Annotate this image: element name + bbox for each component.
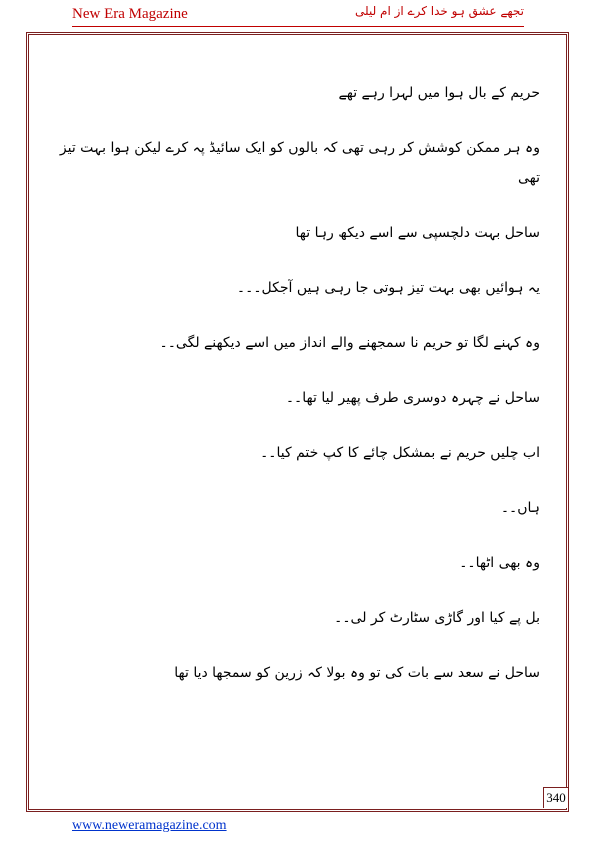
paragraph: ہاں۔۔ [500,500,540,516]
paragraph: وہ بھی اٹھا۔۔ [459,555,540,571]
paragraph: ساحل نے سعد سے بات کی تو وہ بولا کہ زرین کو سمجھا دیا تھا [174,665,540,681]
footer-website-link[interactable]: www.neweramagazine.com [72,818,227,833]
page-header [72,4,524,26]
paragraph: حریم کے بال ہوا میں لہرا رہے تھے [338,85,540,101]
paragraph: اب چلیں حریم نے بمشکل چائے کا کپ ختم کیا۔۔ [260,445,540,461]
paragraph: یہ ہوائیں بھی بہت تیز ہوتی جا رہی ہیں آجکل۔۔۔ [236,280,540,296]
paragraph: وہ ہر ممکن کوشش کر رہی تھی کہ بالوں کو ایک سائیڈ پہ کرے لیکن ہوا بہت تیز تھی [59,140,540,186]
page-number: 340 [543,787,568,808]
header-divider [72,26,524,27]
paragraph: ساحل نے چہرہ دوسری طرف پھیر لیا تھا۔۔ [285,390,540,406]
paragraph: بل پے کیا اور گاڑی سٹارٹ کر لی۔۔ [334,610,540,626]
magazine-name: New Era Magazine [72,6,188,22]
paragraph: ساحل بہت دلچسپی سے اسے دیکھ رہا تھا [295,225,540,241]
novel-title: تجھے عشق ہو خدا کرے از ام لیلی [354,4,524,18]
paragraph: وہ کہنے لگا تو حریم نا سمجھنے والے انداز میں اسے دیکھنے لگی۔۔ [159,335,540,351]
story-text [44,78,540,713]
